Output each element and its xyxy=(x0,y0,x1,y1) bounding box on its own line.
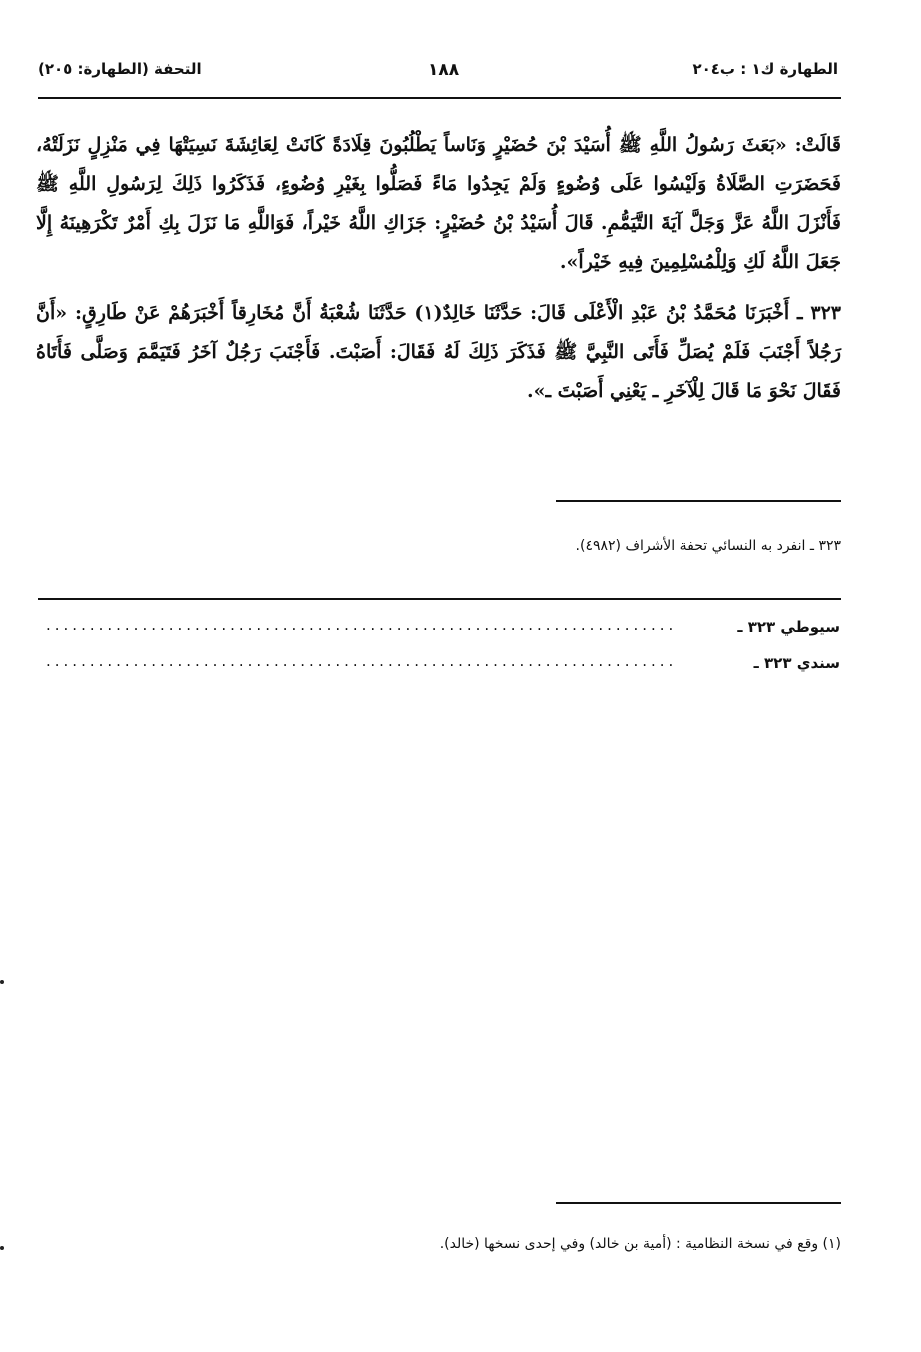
commentary-label: سندي ٣٢٣ ـ xyxy=(753,654,840,672)
commentary-dots: ........................................................................ xyxy=(46,616,678,634)
scan-speck xyxy=(0,1246,4,1250)
commentary-label: سيوطي ٣٢٣ ـ xyxy=(737,618,840,636)
tuhfa-reference: التحفة (الطهارة: ٢٠٥) xyxy=(38,60,202,78)
page-header xyxy=(38,58,838,88)
header-rule xyxy=(38,97,841,99)
hadith-continuation: قَالَتْ: «بَعَثَ رَسُولُ اللَّهِ ﷺ أُسَيْدَ بْنَ حُضَيْرٍ وَنَاساً يَطْلُبُونَ قِلَادَةً كَانَتْ لِعَائِشَةَ نَسِيَتْهَا فِي مَنْزِلٍ نَزَلَتْهُ، فَحَضَرَتِ الصَّلَاةُ وَلَيْسُوا عَلَى وُضُوءٍ وَلَمْ يَجِدُوا مَاءً فَصَلُّوا بِغَيْرِ وُضُوءٍ، فَذَكَرُوا ذَلِكَ لِرَسُولِ اللَّهِ ﷺ فَأَنْزَلَ اللَّهُ عَزَّ وَجَلَّ آيَةَ التَّيَمُّمِ. قَالَ أُسَيْدُ بْنُ حُضَيْرٍ: جَزَاكِ اللَّهُ خَيْراً، فَوَاللَّهِ مَا نَزَلَ بِكِ أَمْرٌ تَكْرَهِينَهُ إِلَّا جَعَلَ اللَّهُ لَكِ وَلِلْمُسْلِمِينَ فِيهِ خَيْراً». xyxy=(36,134,841,273)
commentary-section xyxy=(40,618,840,690)
commentary-rule xyxy=(38,598,841,600)
hadith-323: ٣٢٣ ـ أَخْبَرَنَا مُحَمَّدُ بْنُ عَبْدِ الْأَعْلَى قَالَ: حَدَّثَنَا خَالِدٌ(١) حَدَّثَنَا شُعْبَةُ أَنَّ مُخَارِقاً أَخْبَرَهُمْ عَنْ طَارِقٍ: «أَنَّ رَجُلاً أَجْنَبَ فَلَمْ يُصَلِّ فَأَتَى النَّبِيَّ ﷺ فَذَكَرَ ذَلِكَ لَهُ فَقَالَ: أَصَبْتَ. فَأَجْنَبَ رَجُلٌ آخَرُ فَتَيَمَّمَ وَصَلَّى فَأَتَاهُ فَقَالَ نَحْوَ مَا قَالَ لِلْآخَرِ ـ يَعْنِي أَصَبْتَ ـ». xyxy=(36,302,841,402)
main-text xyxy=(36,126,841,411)
page-number: ١٨٨ xyxy=(428,60,460,80)
reference-separator xyxy=(556,500,841,502)
commentary-dots: ........................................................................ xyxy=(46,652,678,670)
takhrij-note: ٣٢٣ ـ انفرد به النسائي تحفة الأشراف (٤٩٨٢). xyxy=(575,538,841,554)
commentary-row-sindi xyxy=(40,654,840,690)
chapter-reference: الطهارة ك١ : ب٢٠٤ xyxy=(692,60,838,78)
commentary-row-suyuti xyxy=(40,618,840,654)
footnote-separator xyxy=(556,1202,841,1204)
scan-speck xyxy=(0,980,4,984)
footnote-1: (١) وقع في نسخة النظامية : (أمية بن خالد) وفي إحدى نسخها (خالد). xyxy=(439,1236,841,1252)
